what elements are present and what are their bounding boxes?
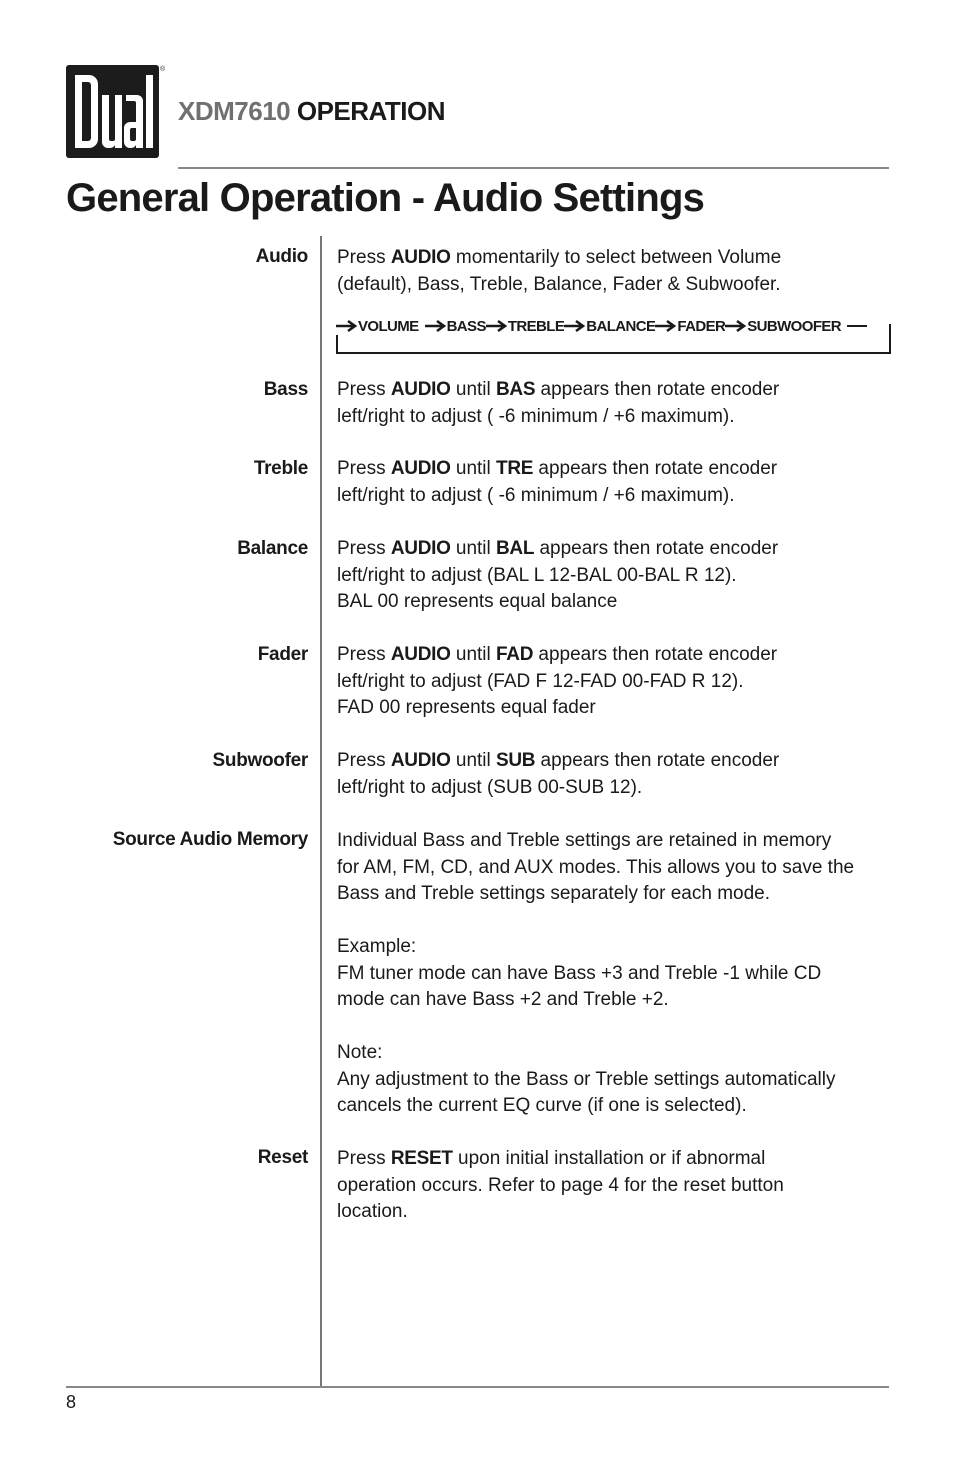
dual-logo [66,65,159,158]
registered-mark: ® [160,66,166,73]
arrow-right-icon [564,319,586,333]
label-treble: Treble [253,458,308,479]
operation-label: OPERATION [296,96,445,126]
flow-item: VOLUME [336,318,419,335]
desc-subwoofer [337,748,897,801]
desc-bass [337,377,897,430]
desc-line: Press AUDIO until SUB appears then rotate encoder [337,750,780,771]
desc-reset [337,1146,897,1226]
desc-line: cancels the current EQ curve (if one is selected). [337,1095,747,1116]
label-bass: Bass [263,379,308,400]
audio-mode-flow [336,314,891,354]
column-divider [320,236,322,1386]
page-number: 8 [66,1392,77,1412]
arrow-right-icon [725,319,747,333]
flow-item: SUBWOOFER [725,318,841,335]
desc-line: FM tuner mode can have Bass +3 and Treble -1 while CD [337,962,822,984]
desc-treble [337,456,897,509]
label-reset: Reset [257,1147,308,1168]
desc-line: Individual Bass and Treble settings are retained in memory [337,830,832,851]
desc-line: Bass and Treble settings separately for each mode. [337,883,771,904]
desc-line: BAL 00 represents equal balance [337,591,618,612]
desc-line: Press AUDIO until BAS appears then rotate encoder [337,379,780,400]
desc-line: FAD 00 represents equal fader [337,697,596,718]
example-label: Example: [337,936,417,957]
arrow-right-icon [486,319,508,333]
model-heading [178,96,445,127]
arrow-right-icon [425,319,447,333]
flow-item: BASS [425,318,486,335]
label-subwoofer: Subwoofer [212,750,308,771]
desc-line: mode can have Bass +2 and Treble +2. [337,989,669,1010]
flow-item: FADER [655,318,725,335]
label-fader: Fader [257,644,308,665]
desc-line: left/right to adjust (FAD F 12-FAD 00-FAD R 12). [337,670,744,692]
desc-line: Press RESET upon initial installation or if abnormal [337,1148,766,1169]
flow-tail-line [847,325,867,327]
desc-line: operation occurs. Refer to page 4 for the reset button [337,1174,784,1196]
label-source-audio-memory: Source Audio Memory [112,829,308,850]
page-title: General Operation - Audio Settings [66,176,705,220]
desc-source-audio-memory [337,828,897,1120]
flow-item: TREBLE [486,318,564,335]
label-audio: Audio [255,246,308,267]
desc-line: left/right to adjust ( -6 minimum / +6 maximum). [337,484,735,506]
note-label: Note: [337,1042,383,1063]
header-divider [178,167,889,169]
flow-item: BALANCE [564,318,655,335]
model-name: XDM7610 [178,96,291,126]
desc-line: (default), Bass, Treble, Balance, Fader & Subwoofer. [337,273,781,295]
desc-audio [337,245,897,298]
desc-line: Press AUDIO until BAL appears then rotate encoder [337,538,779,559]
desc-line: left/right to adjust (SUB 00-SUB 12). [337,776,643,798]
footer-divider [66,1386,889,1388]
desc-line: for AM, FM, CD, and AUX modes. This allows you to save the [337,856,855,878]
desc-line: location. [337,1201,408,1222]
arrow-right-icon [655,319,677,333]
desc-balance [337,536,897,616]
dual-logo-icon [66,65,159,158]
desc-line: Press AUDIO until FAD appears then rotate encoder [337,644,778,665]
desc-line: Press AUDIO momentarily to select between Volume [337,247,782,268]
arrow-right-icon [336,319,358,333]
desc-line: left/right to adjust (BAL L 12-BAL 00-BAL R 12). [337,564,737,586]
desc-fader [337,642,897,722]
desc-line: Press AUDIO until TRE appears then rotate encoder [337,458,778,479]
desc-line: left/right to adjust ( -6 minimum / +6 maximum). [337,405,735,427]
flow-items [336,314,867,338]
label-balance: Balance [237,538,308,559]
desc-line: Any adjustment to the Bass or Treble settings automatically [337,1068,836,1090]
